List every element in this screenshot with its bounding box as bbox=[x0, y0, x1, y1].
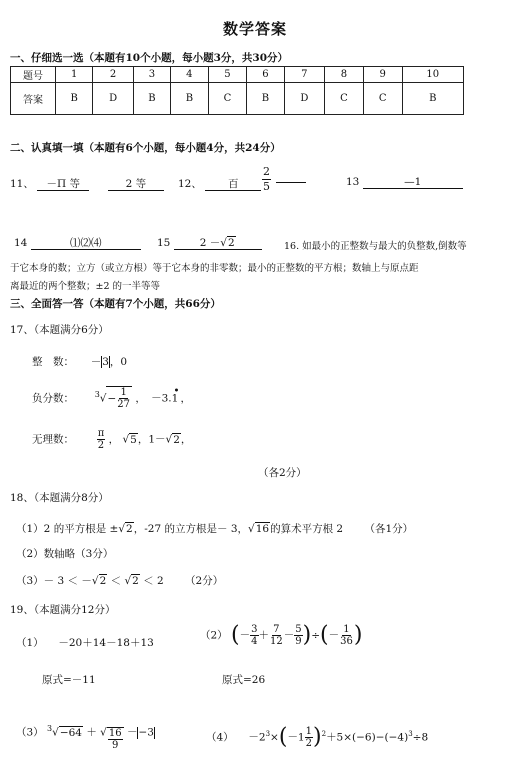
q15-label: 15 bbox=[157, 237, 171, 249]
table-cell: 9 bbox=[363, 67, 402, 83]
table-cell: 题号 bbox=[11, 67, 56, 83]
table-cell: B bbox=[247, 83, 284, 115]
q17-label: 17、（本题满分6分） bbox=[10, 324, 109, 336]
table-cell: C bbox=[208, 83, 247, 115]
q19-label: 19、（本题满分12分） bbox=[10, 604, 116, 616]
table-cell: 答案 bbox=[11, 83, 56, 115]
q13-label: 13 bbox=[346, 176, 360, 188]
q13-answer: —1 bbox=[363, 176, 463, 189]
q19-part1: （1） －20＋14－18＋13 bbox=[16, 637, 154, 649]
q19-part2: （2） (－ $\frac{3}{4}$ ＋ $\frac{7}{12}$ － $\frac{5}{9}$ )÷(－ $\frac{1}{36}$ ) bbox=[200, 622, 363, 648]
page-title: 数学答案 bbox=[222, 20, 287, 38]
table-row bbox=[11, 83, 464, 115]
table-cell: D bbox=[93, 83, 133, 115]
q17-score: （各2分） bbox=[258, 467, 307, 479]
table-cell: 8 bbox=[325, 67, 364, 83]
q18-part2: （2）数轴略（3分） bbox=[16, 548, 114, 560]
section-1-heading: 一、仔细选一选（本题有10个小题，每小题3分，共30分） bbox=[10, 52, 289, 64]
table-cell: B bbox=[56, 83, 93, 115]
answer-table bbox=[10, 66, 464, 115]
q16-line2: 于它本身的数；立方（或立方根）等于它本身的非零数；最小的正整数的平方根；数轴上与原点距 bbox=[10, 263, 419, 274]
q19-part4: $(4) -2^3\times(-1$ $\frac{1}{2}$ )$^2+5\times(-6)-(-4)^3\div 8$ bbox=[206, 724, 429, 750]
table-cell: 10 bbox=[402, 67, 464, 83]
q16-line3: 离最近的两个整数；±2 的一半等等 bbox=[10, 281, 161, 292]
q11-answer-a: －Π 等 bbox=[37, 178, 89, 191]
q19-part2-answer: 原式=26 bbox=[222, 674, 266, 686]
q14-label: 14 bbox=[14, 237, 28, 249]
table-cell: 2 bbox=[93, 67, 133, 83]
q11-label: 11、 bbox=[10, 178, 34, 190]
q12-denominator: 5 bbox=[263, 180, 270, 193]
q11 bbox=[10, 176, 164, 191]
q12-label: 12、 bbox=[178, 178, 202, 190]
section-3-heading: 三、全面答一答（本题有7个小题，共66分） bbox=[10, 298, 221, 310]
table-cell: 7 bbox=[284, 67, 324, 83]
q15 bbox=[157, 237, 262, 250]
table-cell: 6 bbox=[247, 67, 284, 83]
table-cell: B bbox=[171, 83, 208, 115]
table-cell: 5 bbox=[208, 67, 247, 83]
q11-answer-b: 2 等 bbox=[108, 178, 164, 191]
q15-answer: 2 －√2 bbox=[174, 237, 262, 250]
table-cell: B bbox=[133, 83, 170, 115]
q17-integers: 整 数： －3，0 bbox=[32, 356, 128, 368]
q18-label: 18、（本题满分8分） bbox=[10, 492, 109, 504]
table-cell: C bbox=[325, 83, 364, 115]
q17-negative-fractions: 负分数： $^3$√− $\frac{1}{27}$ ， －3.1•， bbox=[32, 384, 192, 410]
q12-answer-b bbox=[262, 165, 306, 194]
q19-part3: （3） $^3$√−64 ＋ √ $\frac{16}{9}$ －−3 bbox=[16, 724, 154, 751]
q12-answer-a: 百 bbox=[205, 178, 261, 191]
table-cell: 4 bbox=[171, 67, 208, 83]
q13 bbox=[346, 176, 463, 189]
table-cell: D bbox=[284, 83, 324, 115]
q18-part3: （3）－ 3 ＜ －√2 ＜ √2 ＜ 2 （2分） bbox=[16, 575, 224, 587]
table-cell: 3 bbox=[133, 67, 170, 83]
table-cell: 1 bbox=[56, 67, 93, 83]
q12-numerator: 2 bbox=[263, 165, 270, 178]
table-cell: B bbox=[402, 83, 464, 115]
q12 bbox=[178, 176, 261, 191]
table-row bbox=[11, 67, 464, 83]
q14-answer: ⑴⑵⑷ bbox=[31, 237, 141, 250]
q16-line1: 16. 如最小的正整数与最大的负整数,倒数等 bbox=[284, 241, 467, 252]
q18-part1: （1）2 的平方根是 ±√2，-27 的立方根是－ 3，√16的算术平方根 2 （各1分） bbox=[16, 523, 414, 535]
q17-irrationals: 无理数： $\frac{\pi}{2}$ ， √5，1－√2， bbox=[32, 428, 192, 451]
section-2-heading: 二、认真填一填（本题有6个小题，每小题4分，共24分） bbox=[10, 142, 281, 154]
q19-part1-answer: 原式=－11 bbox=[42, 674, 96, 686]
q14 bbox=[14, 237, 141, 250]
table-cell: C bbox=[363, 83, 402, 115]
